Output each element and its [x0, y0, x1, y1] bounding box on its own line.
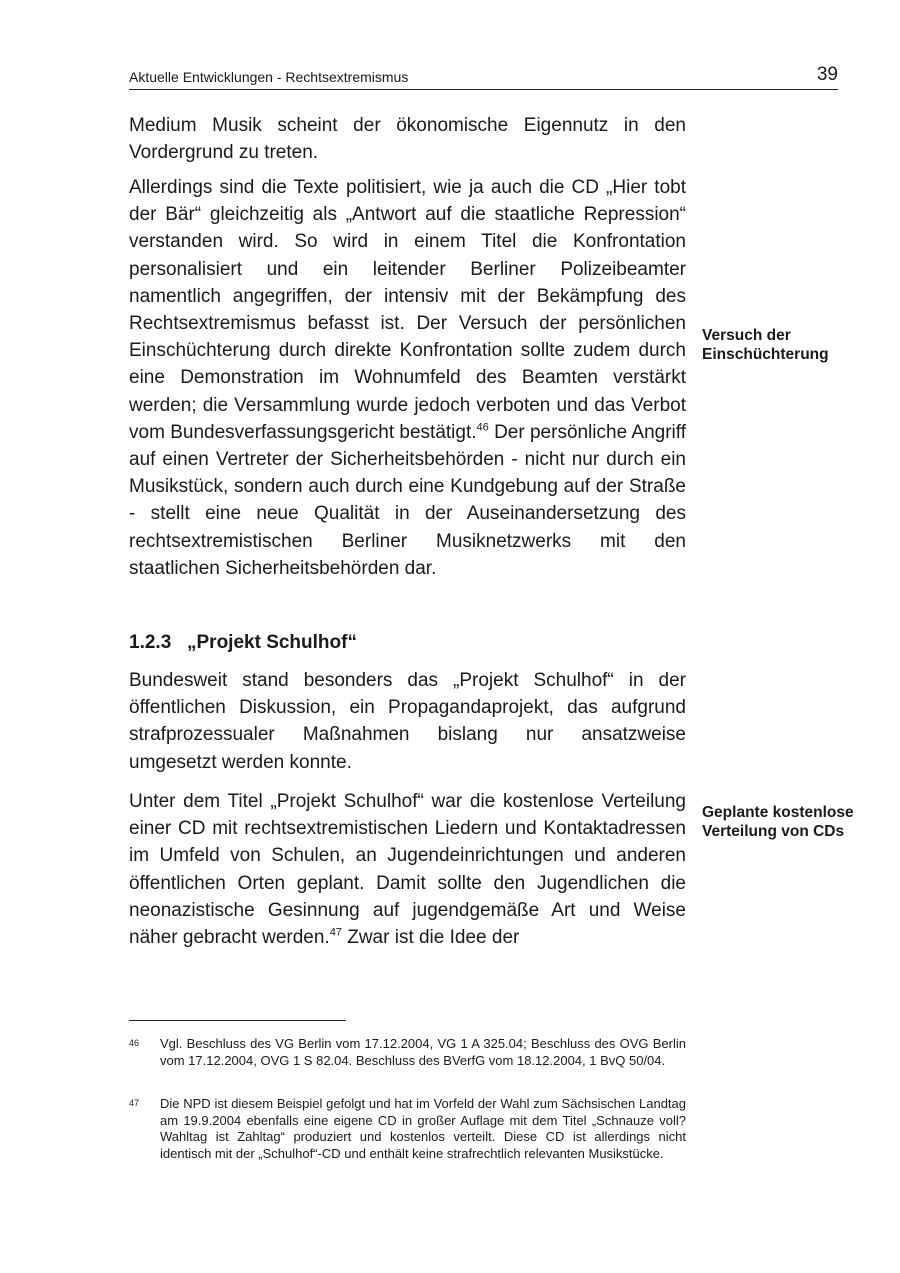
- body-paragraph-3: [129, 667, 686, 776]
- footnote-divider: [129, 1020, 346, 1021]
- page-number: 39: [816, 64, 838, 85]
- footnote-text: Vgl. Beschluss des VG Berlin vom 17.12.2004, VG 1 A 325.04; Beschluss des OVG Berlin vom 17.12.2004, OVG 1 S 82.04. Beschluss des BVerfG vom 18.12.2004, 1 BvQ 50/04.: [160, 1036, 686, 1068]
- section-title: „Projekt Schulhof“: [187, 632, 357, 653]
- paragraph-text: Allerdings sind die Texte politisiert, wie ja auch die CD „Hier tobt der Bär“ gleichzeitig als „Antwort auf die staatliche Repression“ verstanden wird. So wird in einem Titel die Konfrontation personalisiert und ein leitender Berliner Polizeibeamter namentlich angegriffen, der intensiv mit der Bekämpfung des Rechtsextremismus befasst ist. Der Versuch der persönlichen Einschüchterung durch direkte Konfrontation sollte zudem durch eine Demonstration im Wohnumfeld des Beamten verstärkt werden; die Versammlung wurde jedoch verboten und das Verbot vom Bundesverfassungsgericht bestätigt.: [129, 177, 686, 443]
- footnote-46: [129, 1036, 686, 1069]
- margin-note-cd-distribution: Geplante kostenlose Verteilung von CDs: [702, 804, 854, 840]
- body-paragraph-1: [129, 112, 686, 166]
- footnote-ref-46[interactable]: 46: [476, 421, 489, 434]
- paragraph-text-continued: Der persönliche Angriff auf einen Vertreter der Sicherheitsbehörden - nicht nur durch ein Musikstück, sondern auch durch eine Kundgebung auf der Straße - stellt eine neue Qualität in der Auseinandersetzung des rechtsextremistischen Berliner Musiknetzwerks mit den staatlichen Sicherheitsbehörden dar.: [129, 421, 686, 579]
- body-paragraph-2: [129, 174, 686, 582]
- running-header: [129, 63, 838, 90]
- margin-note-intimidation: Versuch der Einschüchterung: [702, 327, 829, 363]
- footnote-text: Die NPD ist diesem Beispiel gefolgt und hat im Vorfeld der Wahl zum Sächsischen Landtag am 19.9.2004 ebenfalls eine eigene CD in großer Auflage mit dem Titel „Schnauze voll? Wahltag ist Zahltag“ produziert und kostenlos verteilt. Diese CD ist allerdings nicht identisch mit der „Schulhof“-CD und enthält keine strafrechtlich relevanten Musikstücke.: [160, 1096, 686, 1161]
- running-title: Aktuelle Entwicklungen - Rechtsextremismus: [129, 69, 409, 85]
- footnote-mark: 46: [129, 1038, 140, 1048]
- section-number: 1.2.3: [129, 632, 172, 653]
- footnote-47: [129, 1096, 686, 1162]
- section-heading: [129, 632, 686, 654]
- footnote-ref-47[interactable]: 47: [329, 926, 342, 939]
- body-paragraph-4: [129, 788, 686, 951]
- paragraph-text: Bundesweit stand besonders das „Projekt Schulhof“ in der öffentlichen Diskussion, ein Propagandaprojekt, das aufgrund strafprozessualer Maßnahmen bislang nur ansatzweise umgesetzt werden konnte.: [129, 670, 686, 773]
- paragraph-text-continued: Zwar ist die Idee der: [341, 927, 520, 949]
- footnote-mark: 47: [129, 1098, 140, 1108]
- paragraph-text: Medium Musik scheint der ökonomische Eigennutz in den Vordergrund zu treten.: [129, 115, 686, 164]
- paragraph-text: Unter dem Titel „Projekt Schulhof“ war die kostenlose Verteilung einer CD mit rechtsextremistischen Liedern und Kontaktadressen im Umfeld von Schulen, an Jugendeinrichtungen und anderen öffentlichen Orten geplant. Damit sollte den Jugendlichen die neonazistische Gesinnung auf jugendgemäße Art und Weise näher gebracht werden.: [129, 791, 686, 949]
